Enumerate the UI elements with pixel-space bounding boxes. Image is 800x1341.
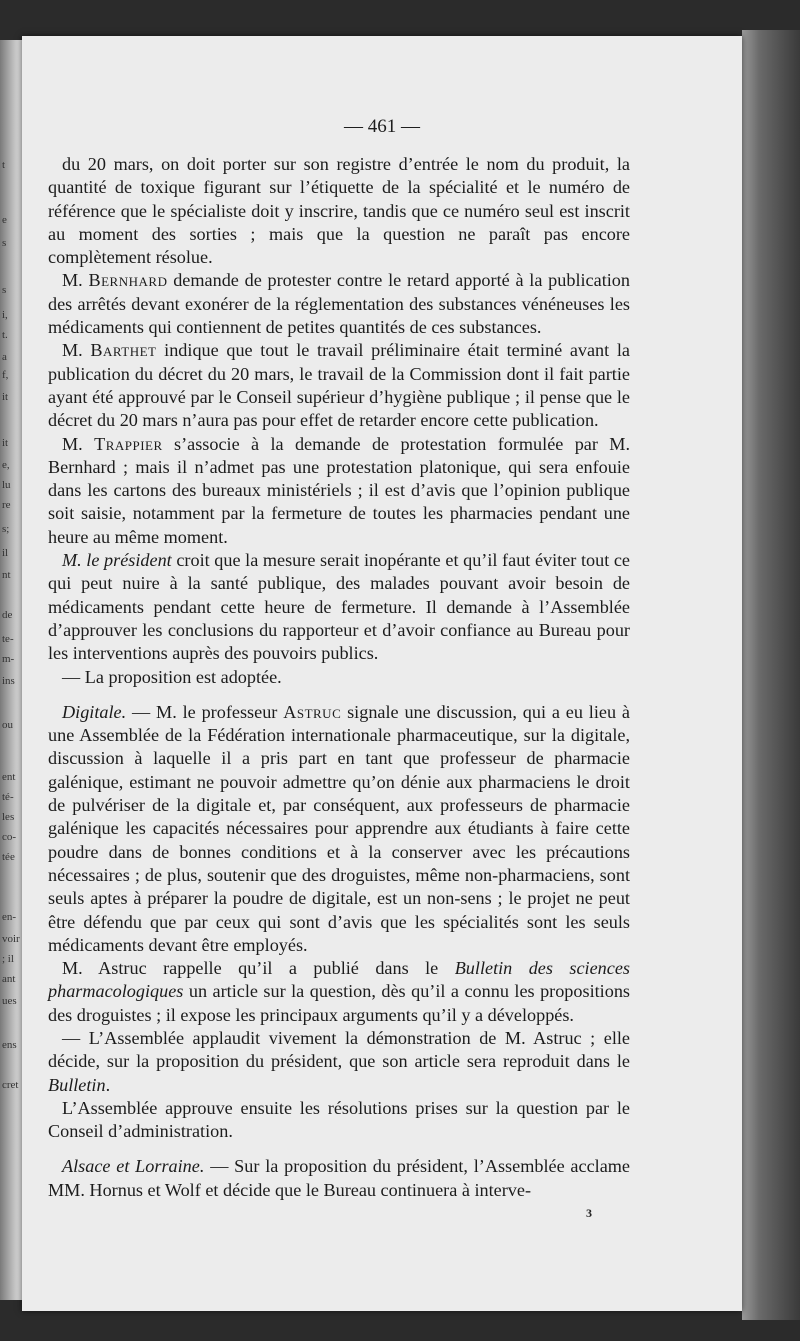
text-run: s’associe à la demande de protestation formulée par M. Bernhard ; mais il n’admet pas une protestation platonique, qui sera enfouie dans les cartons des bureaux ministériels ; il est d’avis que l’opinion publique soit saisie, notamment par la fermeture de toutes les pharmacies pendant une heure au même moment. [48, 433, 630, 547]
margin-fragment: les [2, 811, 15, 823]
text-run: — La proposition est adoptée. [62, 666, 282, 687]
text-run: Bulletin [48, 1074, 106, 1095]
margin-fragment: de [2, 609, 13, 621]
text-run: Bulletin des sciences pharmacologiques [48, 958, 630, 1002]
text-run: M. Astruc rappelle qu’il a publié dans le [62, 958, 455, 979]
margin-fragment: tée [2, 851, 15, 863]
margin-fragment: s; [2, 523, 10, 535]
paragraph-p6 [48, 666, 630, 689]
margin-fragment: e [2, 214, 7, 226]
paragraph-p3 [48, 339, 630, 432]
text-run: — L’Assemblée applaudit vivement la démonstration de M. Astruc ; elle décide, sur la proposition du président, que son article sera reproduit dans le [48, 1027, 630, 1072]
paragraph-p11 [48, 1155, 630, 1202]
margin-fragments [0, 40, 24, 1300]
margin-fragment: co- [2, 831, 17, 843]
paragraph-p1 [48, 153, 630, 269]
margin-fragment: s [2, 284, 7, 296]
document-page [22, 36, 742, 1311]
margin-fragment: té- [2, 791, 14, 803]
margin-fragment: lu [2, 479, 11, 491]
text-run: signale une discussion, qui a eu lieu à une Assemblée de la Fédération internationale pharmaceutique, sur la digitale, discussion à laquelle il a pris part en tant que professeur de pharmacie galénique, estimant ne pouvoir admettre qu’on dénie aux pharmaciens le droit de pulvériser de la digitale et, par conséquent, aux professeurs de pharmacie galénique les capacités nécessaires pour apprendre aux étudiants à faire cette poudre dans de bonnes conditions et à la conserver avec les précautions nécessaires ; de plus, soutenir que des droguistes, même non-pharmaciens, sont seuls aptes à préparer la poudre de digitale, est un non-sens ; le projet ne peut être défendu que par ceux qui sont d’avis que les spécialités sont les seuls médicaments devant être employés. [48, 701, 630, 955]
paragraph-p5 [48, 549, 630, 665]
margin-fragment: s [2, 237, 7, 249]
margin-fragment: t [2, 159, 6, 171]
margin-fragment: it [2, 437, 9, 449]
text-run: M. le président [62, 550, 172, 571]
signature-mark: 3 [586, 1206, 592, 1220]
margin-fragment: i, [2, 309, 8, 321]
margin-fragment: nt [2, 569, 11, 581]
margin-fragment: ant [2, 973, 16, 985]
text-run: indique que tout le travail préliminaire était terminé avant la publication du décret du 20 mars, le travail de la Commission dont il fait partie ayant été approuvé par le Conseil supérieur d’hygiène publique ; il pense que le décret du 20 mars n’aura pas pour effet de retarder encore cette publication. [48, 340, 630, 431]
paragraph-p4 [48, 433, 630, 549]
paragraph-p9 [48, 1027, 630, 1097]
text-run: Trappier [94, 433, 163, 454]
margin-fragment: ; il [2, 953, 14, 965]
margin-fragment: a [2, 351, 7, 363]
margin-fragment: cret [2, 1079, 19, 1091]
margin-fragment: il [2, 547, 9, 559]
margin-fragment: it [2, 391, 9, 403]
margin-fragment: ou [2, 719, 13, 731]
margin-fragment: ent [2, 771, 16, 783]
previous-page-edge [0, 40, 24, 1300]
margin-fragment: ues [2, 995, 17, 1007]
text-run: M. [62, 340, 91, 361]
paragraph-p7 [48, 701, 630, 957]
margin-fragment: ens [2, 1039, 17, 1051]
text-run: . [105, 1074, 111, 1095]
text-run: du 20 mars, on doit porter sur son registre d’entrée le nom du produit, la quantité de toxique figurant sur l’étiquette de la spécialité et le numéro de référence que le spécialiste doit y inscrire, tandis que ce numéro seul est inscrit au moment des sorties ; mais que la question ne paraît pas encore complètement résolue. [48, 154, 630, 268]
text-run: Barthet [90, 340, 157, 361]
text-run: Astruc [283, 701, 342, 722]
margin-fragment: m- [2, 653, 15, 665]
text-run: — Sur la proposition du président, l’Assemblée acclame MM. Hornus et Wolf et décide que le Bureau continuera à interve- [48, 1156, 630, 1200]
text-run: Bernhard [88, 270, 168, 291]
page-number: — 461 — [344, 116, 420, 137]
binding-shadow [742, 30, 800, 1320]
text-run: Digitale. [62, 701, 127, 722]
text-run: un article sur la question, dès qu’il a connu les propositions des droguistes ; il expose les principaux arguments qu’il y a développés. [48, 981, 630, 1025]
margin-fragment: ins [2, 675, 15, 687]
text-run: croit que la mesure serait inopérante et qu’il faut éviter tout ce qui peut nuire à la santé publique, des malades pouvant avoir besoin de médicaments pendant cette heure de fermeture. Il demande à l’Assemblée d’approuver les conclusions du rapporteur et d’avoir confiance au Bureau pour les interventions auprès des pouvoirs publics. [48, 550, 631, 664]
paragraph-p10 [48, 1097, 630, 1144]
text-run: M. [62, 433, 95, 454]
margin-fragment: en- [2, 911, 17, 923]
text-run: — M. le professeur [126, 701, 284, 722]
text-run: Alsace et Lorraine. [62, 1156, 205, 1177]
margin-fragment: f, [2, 369, 9, 381]
body-text [48, 153, 630, 1202]
margin-fragment: voir [2, 933, 20, 945]
text-run: demande de protester contre le retard apporté à la publication des arrêtés devant exonérer de la réglementation des substances vénéneuses les médicaments qui contiennent de petites quantités de ces substances. [48, 270, 630, 338]
margin-fragment: t. [2, 329, 8, 341]
margin-fragment: te- [2, 633, 14, 645]
text-run: L’Assemblée approuve ensuite les résolutions prises sur la question par le Conseil d’administration. [48, 1097, 630, 1142]
text-run: M. [62, 270, 89, 291]
margin-fragment: e, [2, 459, 10, 471]
margin-fragment: re [2, 499, 11, 511]
paragraph-p2 [48, 269, 630, 339]
paragraph-p8 [48, 957, 630, 1027]
